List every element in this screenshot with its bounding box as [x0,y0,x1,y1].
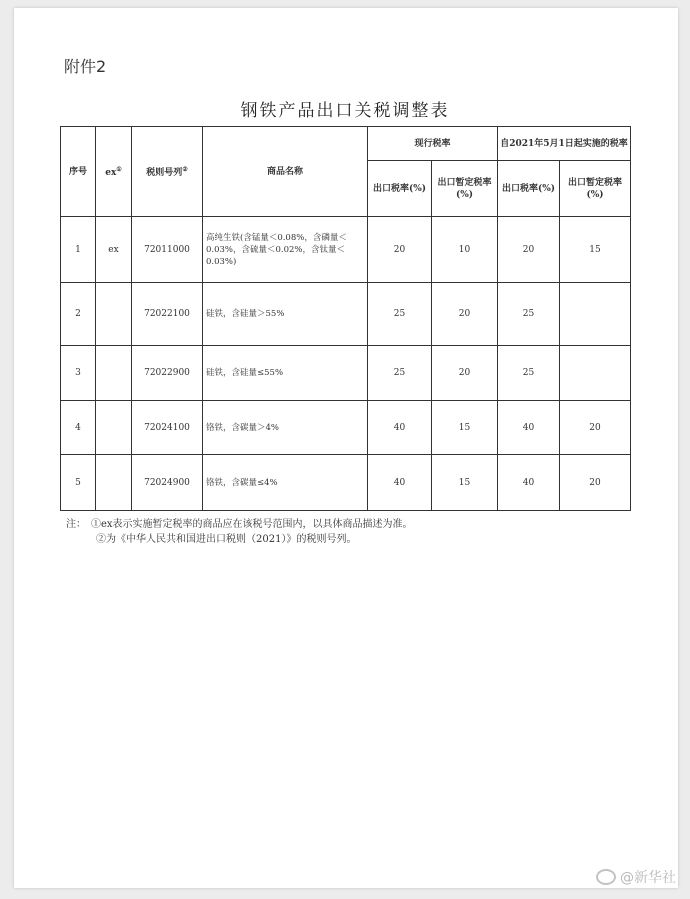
table-row [61,401,631,455]
header-current-rate: 现行税率 [368,127,498,161]
header-new-rate: 自2021年5月1日起实施的税率 [498,127,631,161]
header-current-export-rate: 出口税率(%) [368,161,432,217]
cell-new-provisional-rate: 20 [560,455,631,511]
table-row [61,217,631,283]
cell-product-name: 铬铁，含碳量＞4% [203,401,368,455]
cell-ex [96,455,132,511]
cell-code: 72022100 [132,283,203,346]
cell-code: 72024900 [132,455,203,511]
tariff-table [60,126,631,511]
cell-seq: 2 [61,283,96,346]
cell-product-name: 铬铁，含碳量≤4% [203,455,368,511]
cell-product-name: 高纯生铁(含锰量＜0.08%，含磷量＜0.03%，含硫量＜0.02%，含钛量＜0.03%) [203,217,368,283]
cell-new-export-rate: 40 [498,455,560,511]
cell-code: 72022900 [132,346,203,401]
note-2: ②为《中华人民共和国进出口税则（2021）》的税则号列。 [96,534,357,545]
watermark-text: @新华社 [620,870,676,886]
cell-current-export-rate: 25 [368,283,432,346]
source-watermark [596,867,676,887]
cell-seq: 3 [61,346,96,401]
cell-current-provisional-rate: 15 [432,455,498,511]
header-tariff-no: 税则号列② [132,127,203,217]
cell-current-export-rate: 20 [368,217,432,283]
cell-new-export-rate: 25 [498,346,560,401]
cell-new-provisional-rate: 20 [560,401,631,455]
cell-current-provisional-rate: 20 [432,346,498,401]
table-row [61,346,631,401]
cell-current-provisional-rate: 10 [432,217,498,283]
document-title: 钢铁产品出口关税调整表 [240,101,450,121]
note-1: 注： ①ex表示实施暂定税率的商品应在该税号范围内，以具体商品描述为准。 [66,519,413,530]
cell-current-export-rate: 40 [368,401,432,455]
header-new-provisional-rate: 出口暂定税率(%) [560,161,631,217]
cell-product-name: 硅铁，含硅量＞55% [203,283,368,346]
cell-new-export-rate: 25 [498,283,560,346]
cell-new-provisional-rate: 15 [560,217,631,283]
header-current-provisional-rate: 出口暂定税率(%) [432,161,498,217]
table-row [61,455,631,511]
cell-new-provisional-rate [560,283,631,346]
header-tariff-mark: ② [182,166,188,173]
cell-ex: ex [96,217,132,283]
table-notes [66,517,413,547]
cell-current-provisional-rate: 15 [432,401,498,455]
cell-new-provisional-rate [560,346,631,401]
cell-ex [96,346,132,401]
cell-current-export-rate: 40 [368,455,432,511]
cell-new-export-rate: 20 [498,217,560,283]
table-row [61,283,631,346]
cell-seq: 5 [61,455,96,511]
cell-new-export-rate: 40 [498,401,560,455]
cell-ex [96,283,132,346]
header-product-name: 商品名称 [203,127,368,217]
cell-code: 72011000 [132,217,203,283]
attachment-label: 附件2 [64,57,107,76]
cell-code: 72024100 [132,401,203,455]
cell-product-name: 硅铁，含硅量≤55% [203,346,368,401]
cell-seq: 4 [61,401,96,455]
cell-current-export-rate: 25 [368,346,432,401]
header-new-export-rate: 出口税率(%) [498,161,560,217]
header-seq: 序号 [61,127,96,217]
cell-ex [96,401,132,455]
cell-current-provisional-rate: 20 [432,283,498,346]
weibo-icon [596,869,616,885]
header-ex-mark: ① [116,166,122,173]
cell-seq: 1 [61,217,96,283]
header-ex: ex① [96,127,132,217]
